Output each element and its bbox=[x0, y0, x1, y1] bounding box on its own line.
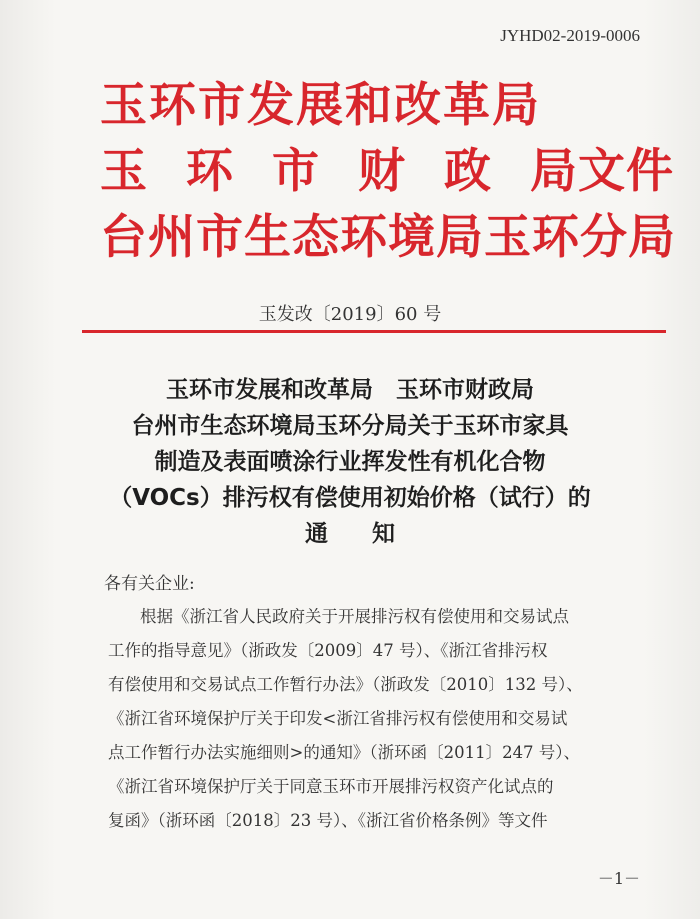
body-line: 复函》（浙环函〔2018〕23 号）、《浙江省价格条例》等文件 bbox=[108, 811, 548, 830]
issuer-line-1: 玉环市发展和改革局 bbox=[100, 78, 541, 133]
red-divider bbox=[82, 330, 666, 333]
issuer-line-3: 台州市生态环境局玉环分局 bbox=[100, 210, 676, 265]
title-line: 台州市生态环境局玉环分局关于玉环市家具 bbox=[131, 413, 569, 439]
issuer-line-2-char: 政 bbox=[444, 144, 492, 199]
document-title bbox=[0, 372, 700, 552]
body-line: 点工作暂行办法实施细则>的通知》（浙环函〔2011〕247 号）、 bbox=[108, 743, 581, 762]
document-number: 玉发改〔2019〕60 号 bbox=[258, 304, 442, 325]
issuer-line-2 bbox=[100, 144, 674, 199]
title-notice-char: 知 bbox=[372, 521, 395, 547]
title-line: 制造及表面喷涂行业挥发性有机化合物 bbox=[154, 449, 546, 475]
document-code: JYHD02-2019-0006 bbox=[500, 26, 640, 45]
issuer-line-2-char: 市 bbox=[272, 144, 320, 199]
title-line: （VOCs）排污权有偿使用初始价格（试行）的 bbox=[109, 485, 591, 511]
body-line: 有偿使用和交易试点工作暂行办法》（浙政发〔2010〕132 号）、 bbox=[108, 675, 583, 694]
title-line: 玉环市发展和改革局 玉环市财政局 bbox=[166, 377, 534, 403]
salutation: 各有关企业: bbox=[104, 574, 195, 594]
issuer-line-2-char: 玉 bbox=[100, 144, 148, 199]
page-number: －1－ bbox=[597, 869, 640, 888]
body-line: 工作的指导意见》（浙政发〔2009〕47 号）、《浙江省排污权 bbox=[108, 641, 548, 660]
issuer-line-2-char: 财 bbox=[358, 144, 406, 199]
title-notice bbox=[0, 516, 700, 552]
issuer-line-2-char: 环 bbox=[186, 144, 234, 199]
body-line: 根据《浙江省人民政府关于开展排污权有偿使用和交易试点 bbox=[140, 607, 569, 626]
body-line: 《浙江省环境保护厅关于同意玉环市开展排污权资产化试点的 bbox=[108, 777, 554, 796]
body-text bbox=[108, 600, 668, 838]
body-line: 《浙江省环境保护厅关于印发<浙江省排污权有偿使用和交易试 bbox=[108, 709, 568, 728]
title-notice-char: 通 bbox=[305, 521, 328, 547]
issuer-line-2-char: 局文件 bbox=[530, 144, 674, 199]
